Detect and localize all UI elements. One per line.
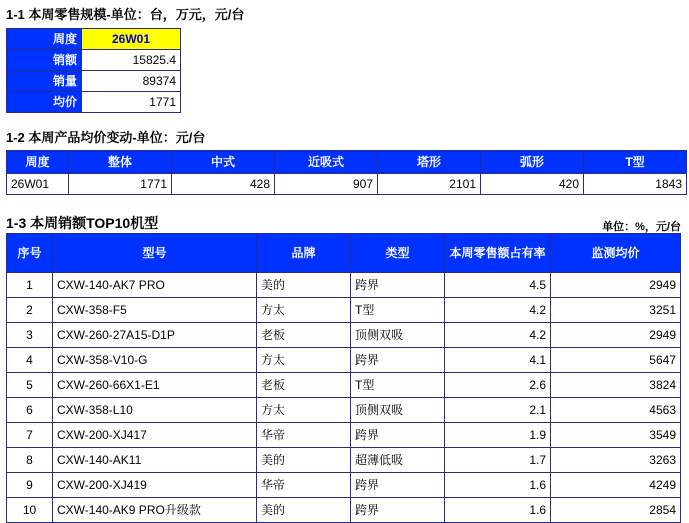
cell-share: 2.6 — [445, 373, 551, 398]
col-header-t-type: T型 — [584, 151, 687, 174]
cell-model: CXW-200-XJ417 — [53, 423, 257, 448]
cell-brand: 方太 — [257, 398, 351, 423]
table-row — [7, 323, 681, 348]
cell-near-suction: 907 — [275, 174, 378, 195]
cell-category: 跨界 — [351, 473, 445, 498]
avg-price-change-head — [7, 151, 687, 174]
cell-index: 10 — [7, 498, 53, 523]
table-row — [7, 448, 681, 473]
section-2-title: 1-2 本周产品均价变动-单位：元/台 — [6, 130, 206, 145]
cell-sales-amount: 15825.4 — [82, 50, 181, 71]
cell-brand: 方太 — [257, 298, 351, 323]
section-3-unit-note: 单位：%，元/台 — [602, 221, 681, 233]
cell-share: 1.7 — [445, 448, 551, 473]
cell-monitor-price: 3251 — [551, 298, 681, 323]
cell-model: CXW-260-66X1-E1 — [53, 373, 257, 398]
cell-category: 顶侧双吸 — [351, 323, 445, 348]
cell-brand: 老板 — [257, 323, 351, 348]
cell-brand: 美的 — [257, 498, 351, 523]
col-header-near-suction: 近吸式 — [275, 151, 378, 174]
table-row — [7, 174, 687, 195]
cell-model: CXW-140-AK11 — [53, 448, 257, 473]
cell-monitor-price: 3824 — [551, 373, 681, 398]
table-header-row — [7, 234, 681, 273]
cell-share: 2.1 — [445, 398, 551, 423]
table-row — [7, 398, 681, 423]
table-row — [7, 29, 181, 50]
cell-index: 5 — [7, 373, 53, 398]
cell-category: 跨界 — [351, 498, 445, 523]
cell-week: 26W01 — [7, 174, 69, 195]
col-header-chinese-style: 中式 — [172, 151, 275, 174]
cell-share: 1.6 — [445, 473, 551, 498]
cell-index: 2 — [7, 298, 53, 323]
cell-category: 跨界 — [351, 273, 445, 298]
cell-t-type: 1843 — [584, 174, 687, 195]
cell-monitor-price: 4563 — [551, 398, 681, 423]
cell-share: 4.2 — [445, 298, 551, 323]
avg-price-change-table — [6, 150, 687, 195]
cell-share: 1.9 — [445, 423, 551, 448]
cell-model: CXW-140-AK9 PRO升级款 — [53, 498, 257, 523]
table-row — [7, 498, 681, 523]
section-3-title: 1-3 本周销额TOP10机型 — [6, 215, 159, 231]
col-header-overall: 整体 — [69, 151, 172, 174]
col-header-monitor-price: 监测均价 — [551, 234, 681, 273]
cell-monitor-price: 2949 — [551, 323, 681, 348]
cell-share: 4.1 — [445, 348, 551, 373]
top10-models-body — [7, 273, 681, 523]
cell-model: CXW-358-F5 — [53, 298, 257, 323]
section-1-title: 1-1 本周零售规模-单位：台，万元，元/台 — [6, 7, 245, 22]
cell-chinese-style: 428 — [172, 174, 275, 195]
table-row — [7, 298, 681, 323]
avg-price-change-body — [7, 174, 687, 195]
table-row — [7, 423, 681, 448]
retail-scale-table — [6, 28, 181, 113]
cell-index: 4 — [7, 348, 53, 373]
cell-monitor-price: 4249 — [551, 473, 681, 498]
cell-category: 跨界 — [351, 348, 445, 373]
cell-brand: 老板 — [257, 373, 351, 398]
cell-monitor-price: 2949 — [551, 273, 681, 298]
table-row — [7, 92, 181, 113]
cell-monitor-price: 3549 — [551, 423, 681, 448]
table-row — [7, 71, 181, 92]
cell-monitor-price: 3263 — [551, 448, 681, 473]
cell-model: CXW-200-XJ419 — [53, 473, 257, 498]
col-header-share: 本周零售额占有率 — [445, 234, 551, 273]
row-label-avg-price: 均价 — [7, 92, 82, 113]
cell-category: 跨界 — [351, 423, 445, 448]
row-label-sales-volume: 销量 — [7, 71, 82, 92]
cell-sales-volume: 89374 — [82, 71, 181, 92]
cell-category: T型 — [351, 373, 445, 398]
table-row — [7, 273, 681, 298]
cell-category: 超薄低吸 — [351, 448, 445, 473]
cell-avg-price: 1771 — [82, 92, 181, 113]
col-header-tower: 塔形 — [378, 151, 481, 174]
cell-category: 顶侧双吸 — [351, 398, 445, 423]
cell-index: 9 — [7, 473, 53, 498]
cell-brand: 华帝 — [257, 423, 351, 448]
col-header-model: 型号 — [53, 234, 257, 273]
table-row — [7, 50, 181, 71]
cell-index: 3 — [7, 323, 53, 348]
cell-share: 1.6 — [445, 498, 551, 523]
cell-model: CXW-260-27A15-D1P — [53, 323, 257, 348]
table-row — [7, 473, 681, 498]
top10-models-head — [7, 234, 681, 273]
col-header-brand: 品牌 — [257, 234, 351, 273]
cell-arc: 420 — [481, 174, 584, 195]
retail-scale-body — [7, 29, 181, 113]
cell-index: 8 — [7, 448, 53, 473]
cell-share: 4.5 — [445, 273, 551, 298]
cell-index: 1 — [7, 273, 53, 298]
table-row — [7, 373, 681, 398]
top10-models-table — [6, 233, 681, 523]
cell-overall: 1771 — [69, 174, 172, 195]
col-header-index: 序号 — [7, 234, 53, 273]
cell-brand: 方太 — [257, 348, 351, 373]
cell-model: CXW-358-L10 — [53, 398, 257, 423]
cell-monitor-price: 2854 — [551, 498, 681, 523]
cell-category: T型 — [351, 298, 445, 323]
cell-brand: 美的 — [257, 448, 351, 473]
cell-week-value: 26W01 — [82, 29, 181, 50]
table-row — [7, 348, 681, 373]
table-header-row — [7, 151, 687, 174]
cell-index: 6 — [7, 398, 53, 423]
cell-model: CXW-140-AK7 PRO — [53, 273, 257, 298]
col-header-category: 类型 — [351, 234, 445, 273]
cell-tower: 2101 — [378, 174, 481, 195]
cell-monitor-price: 5647 — [551, 348, 681, 373]
cell-index: 7 — [7, 423, 53, 448]
row-label-sales-amount: 销额 — [7, 50, 82, 71]
cell-brand: 美的 — [257, 273, 351, 298]
cell-model: CXW-358-V10-G — [53, 348, 257, 373]
cell-brand: 华帝 — [257, 473, 351, 498]
cell-share: 4.2 — [445, 323, 551, 348]
col-header-week: 周度 — [7, 151, 69, 174]
row-label-week: 周度 — [7, 29, 82, 50]
col-header-arc: 弧形 — [481, 151, 584, 174]
